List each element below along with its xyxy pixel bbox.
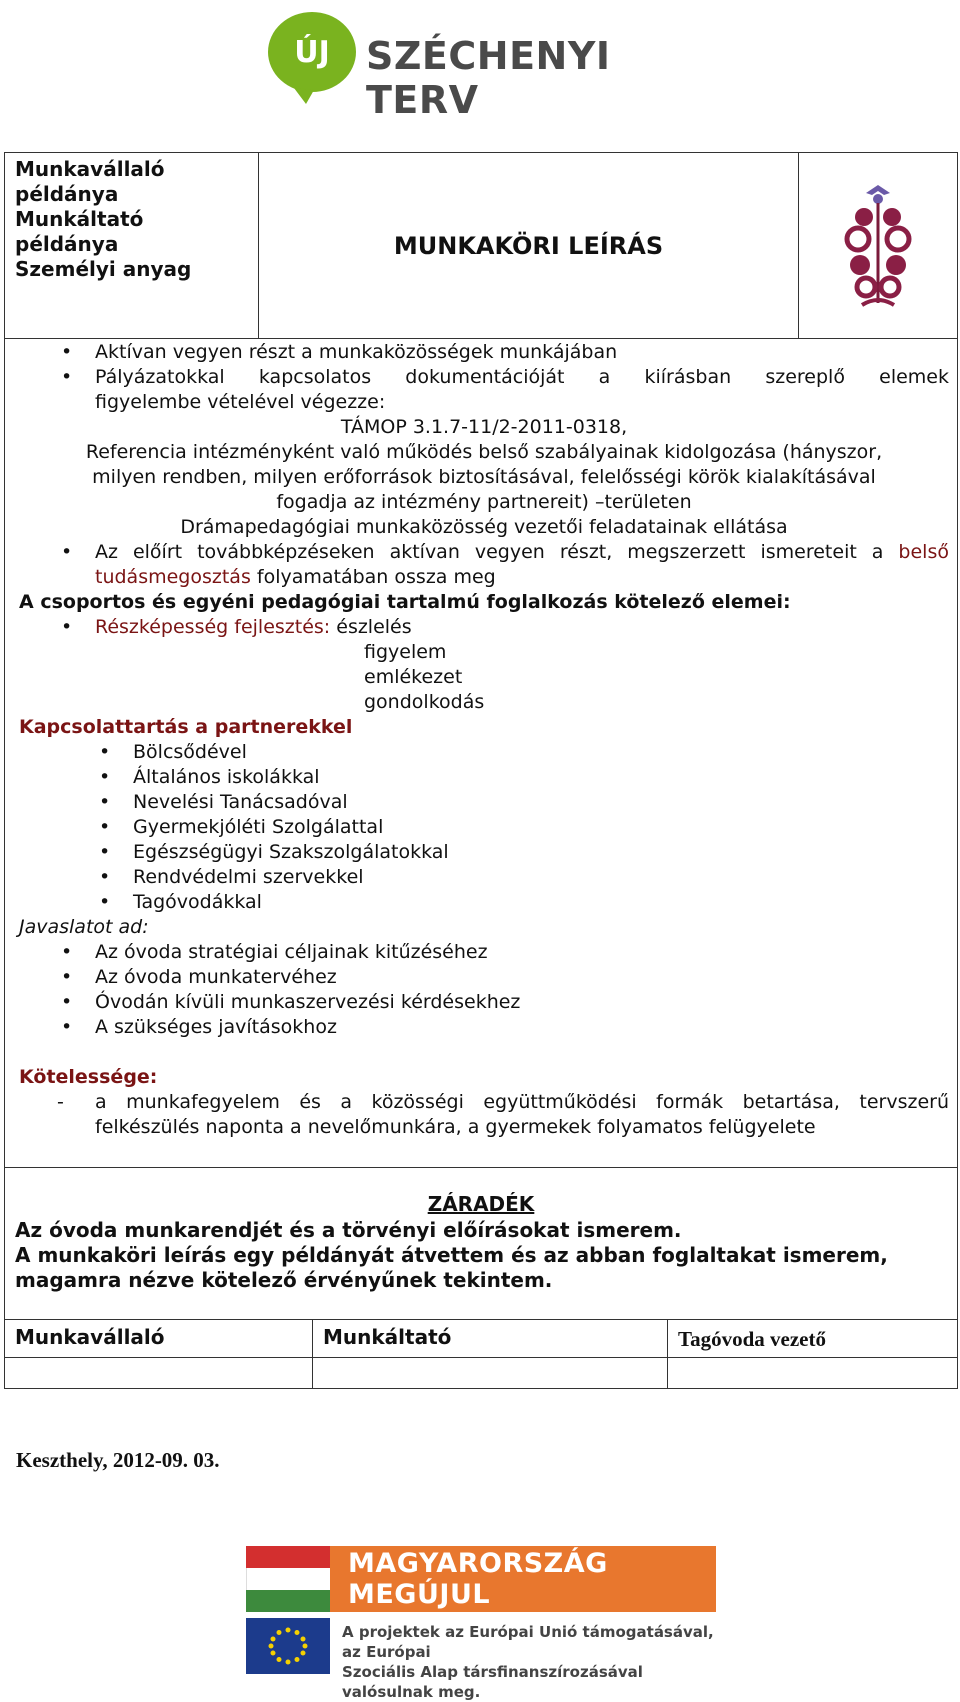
proposal-item: • Óvodán kívüli munkaszervezési kérdésekhez — [61, 991, 521, 1013]
copy-line: Munkavállaló — [15, 157, 165, 181]
list-item: • Az előírt továbbképzéseken aktívan vegyen részt, megszerzett ismereteit a belső tudásmegosztás folyamatában ossza meg — [61, 541, 949, 588]
duty-item-continuation: felkészülés naponta a nevelőmunkára, a gyermekek folyamatos felügyelete — [95, 1116, 816, 1138]
signature-label-employer: Munkáltató — [313, 1320, 668, 1357]
signature-field-head — [668, 1358, 957, 1388]
section-heading-partners: Kapcsolattartás a partnerekkel — [19, 716, 353, 738]
header-table — [4, 152, 958, 339]
magyarorszag-megujul-banner — [244, 1542, 718, 1701]
list-item: • Aktívan vegyen részt a munkaközösségek munkájában — [61, 341, 618, 363]
eu-funding-text: A projektek az Európai Unió támogatásával, az Európai Szociális Alap társfinanszírozásával valósulnak meg. — [342, 1623, 714, 1701]
emblem-cell — [799, 153, 957, 338]
list-item-continuation: figyelembe vételével végezze: — [95, 391, 386, 413]
signature-field-employee — [5, 1358, 313, 1388]
partner-item: • Bölcsődével — [99, 741, 247, 763]
list-item: • Pályázatokkal kapcsolatos dokumentációját a kiírásban szereplő elemek — [61, 366, 949, 388]
duty-item: - a munkafegyelem és a közösségi együttműködési formák betartása, tervszerű — [57, 1091, 949, 1113]
drama-task: Drámapedagógiai munkaközösség vezetői feladatainak ellátása — [180, 516, 788, 538]
signature-table — [4, 1320, 958, 1389]
section-heading-proposals: Javaslatot ad: — [19, 916, 149, 938]
partner-item: • Általános iskolákkal — [99, 766, 320, 788]
tamop-reference: TÁMOP 3.1.7-11/2-2011-0318, — [340, 416, 628, 438]
copy-line: Személyi anyag — [15, 257, 192, 281]
partner-item: • Gyermekjóléti Szolgálattal — [99, 816, 384, 838]
clause-section — [4, 1168, 958, 1320]
signature-field-employer — [313, 1358, 668, 1388]
partner-item: • Nevelési Tanácsadóval — [99, 791, 348, 813]
proposal-item: • Az óvoda stratégiai céljainak kitűzéséhez — [61, 941, 488, 963]
section-heading-elements: A csoportos és egyéni pedagógiai tartalmú foglalkozás kötelező elemei: — [19, 591, 791, 613]
document-title: MUNKAKÖRI LEÍRÁS — [259, 153, 799, 338]
logo-badge-text: ÚJ — [294, 35, 330, 70]
reference-text-line: fogadja az intézmény partnereit) –területen — [276, 491, 692, 513]
partner-item: • Egészségügyi Szakszolgálatokkal — [99, 841, 449, 863]
partner-item: • Tagóvodákkal — [99, 891, 262, 913]
hungarian-flag-icon — [246, 1546, 330, 1612]
clause-title: ZÁRADÉK — [427, 1192, 535, 1216]
proposal-item: • A szükséges javításokhoz — [61, 1016, 337, 1038]
eu-flag-icon — [246, 1618, 330, 1674]
copy-designation — [5, 153, 259, 338]
szechenyi-terv-logo — [258, 8, 718, 122]
clause-text: Az óvoda munkarendjét és a törvényi előírásokat ismerem. A munkaköri leírás egy példányát átvettem és az abban foglaltakat ismerem, magamra nézve kötelező érvényűnek tekintem. — [15, 1218, 888, 1292]
logo-text: SZÉCHENYI TERV — [366, 34, 611, 122]
list-item: • Részképesség fejlesztés: észlelés — [61, 616, 412, 638]
skill-item: gondolkodás — [364, 691, 485, 713]
reference-text-line: milyen rendben, milyen erőforrások biztosításával, felelősségi körök kialakításával — [92, 466, 876, 488]
proposal-item: • Az óvoda munkatervéhez — [61, 966, 337, 988]
skill-item: figyelem — [364, 641, 447, 663]
place-date: Keszthely, 2012-09. 03. — [16, 1448, 220, 1472]
banner-title: MAGYARORSZÁG MEGÚJUL — [330, 1546, 716, 1612]
signature-label-employee: Munkavállaló — [5, 1320, 313, 1357]
signature-label-head: Tagóvoda vezető — [678, 1327, 826, 1351]
section-heading-duties: Kötelessége: — [19, 1066, 158, 1088]
speech-bubble-icon — [264, 8, 382, 104]
copy-line: példánya — [15, 182, 119, 206]
partner-item: • Rendvédelmi szervekkel — [99, 866, 364, 888]
skill-item: emlékezet — [364, 666, 463, 688]
floral-emblem-icon — [838, 181, 918, 311]
copy-line: Munkáltató — [15, 207, 144, 231]
job-description-body — [4, 338, 958, 1168]
reference-text-line: Referencia intézményként való működés belső szabályainak kidolgozása (hányszor, — [85, 441, 883, 463]
copy-line: példánya — [15, 232, 119, 256]
